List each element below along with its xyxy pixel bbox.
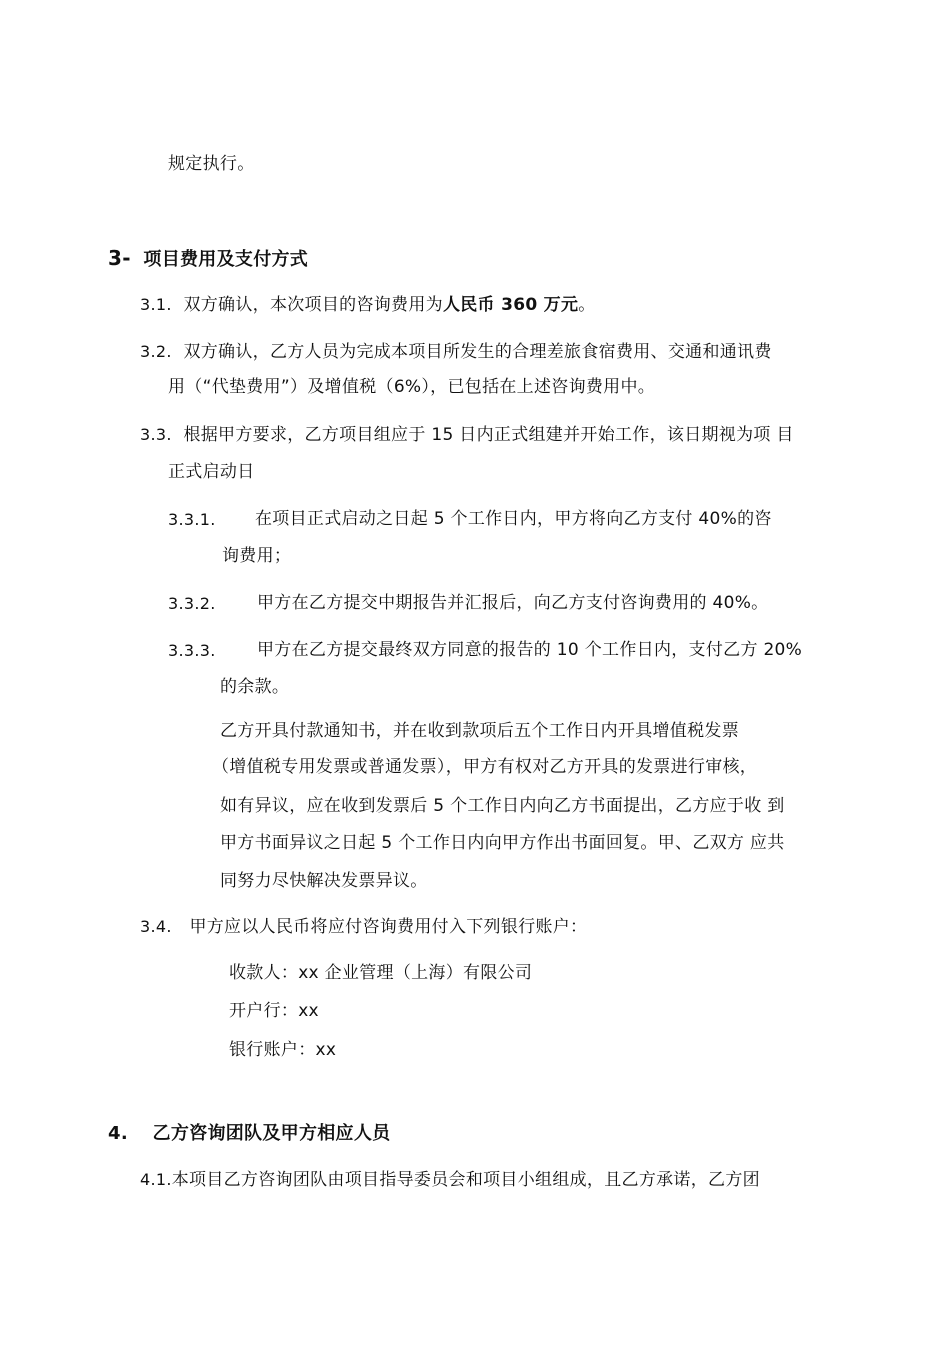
clause-3-3 [140,424,794,446]
invoice-line-2: （增值税专用发票或普通发票），甲方有权对乙方开具的发票进行审核， [212,757,758,777]
clause-text: 本项目乙方咨询团队由项目指导委员会和项目小组组成，且乙方承诺，乙方团 [171,1170,760,1190]
section-4-title: 乙方咨询团队及甲方相应人员 [152,1123,391,1144]
clause-4-1 [140,1169,760,1191]
clause-text: 甲方应以人民币将应付咨询费用付入下列银行账户： [189,917,588,937]
section-3-number: 3- [108,246,131,270]
bank-account: 银行账户：xx [229,1040,337,1060]
clause-3-3-line2: 正式启动日 [168,462,255,482]
clause-number: 3.3. [140,425,172,444]
section-3-heading [108,247,308,271]
clause-3-3-2-text: 甲方在乙方提交中期报告并汇报后，向乙方支付咨询费用的 40%。 [257,593,769,613]
clause-3-3-3-line2: 的余款。 [220,677,290,697]
clause-3-3-1-line2: 询费用； [222,546,292,566]
clause-text: 双方确认，本次项目的咨询费用为 [183,295,443,315]
clause-3-2 [140,341,772,363]
clause-3-1 [140,294,596,316]
clause-3-3-1-number: 3.3.1. [168,510,216,529]
clause-3-3-3-text: 甲方在乙方提交最终双方同意的报告的 10 个工作日内，支付乙方 20% [257,640,803,660]
invoice-line-3: 如有异议，应在收到发票后 5 个工作日内向乙方书面提出，乙方应于收 到 [220,796,785,816]
invoice-line-1: 乙方开具付款通知书，并在收到款项后五个工作日内开具增值税发票 [220,721,739,741]
clause-amount: 人民币 360 万元 [442,295,579,315]
clause-text: 根据甲方要求，乙方项目组应于 15 日内正式组建并开始工作，该日期视为项 目 [183,425,794,445]
invoice-line-4: 甲方书面异议之日起 5 个工作日内向甲方作出书面回复。甲、乙双方 应共 [220,833,785,853]
bank-name: 开户行：xx [229,1001,319,1021]
invoice-line-5: 同努力尽快解决发票异议。 [220,871,428,891]
bank-payee: 收款人：xx 企业管理（上海）有限公司 [229,963,533,983]
clause-3-3-1-text: 在项目正式启动之日起 5 个工作日内，甲方将向乙方支付 40%的咨 [255,509,772,529]
clause-text: 双方确认，乙方人员为完成本项目所发生的合理差旅食宿费用、交通和通讯费 [183,342,772,362]
clause-text-end: 。 [578,295,596,315]
clause-3-3-3-number: 3.3.3. [168,641,216,660]
section-4-number: 4. [108,1123,128,1144]
clause-number: 3.1. [140,295,172,314]
section-4-heading [108,1123,390,1145]
clause-number: 3.2. [140,342,172,361]
clause-3-3-2-number: 3.3.2. [168,594,216,613]
clause-number: 3.4. [140,917,172,936]
continuation-text: 规定执行。 [168,154,255,174]
section-3-title: 项目费用及支付方式 [143,249,309,270]
clause-3-2-line2: 用（“代垫费用”）及增值税（6%），已包括在上述咨询费用中。 [168,377,656,397]
clause-number: 4.1. [140,1170,172,1189]
clause-3-4 [140,916,587,938]
